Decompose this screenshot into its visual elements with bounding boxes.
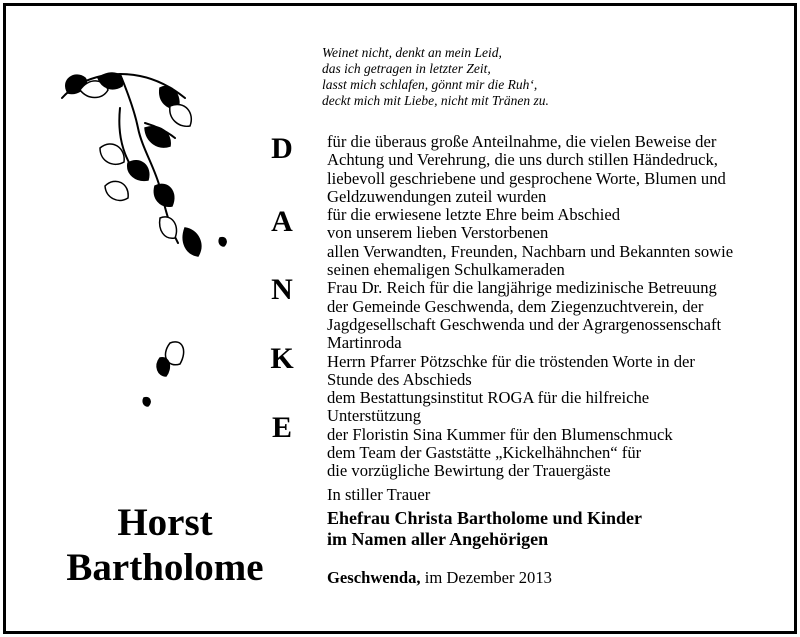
thanks-line: Unterstützung <box>327 406 422 426</box>
poem-line: das ich getragen in letzter Zeit, <box>322 61 491 76</box>
poem-line: lasst mich schlafen, gönnt mir die Ruh‘, <box>322 77 538 92</box>
danke-letter-a: A <box>271 205 293 238</box>
poem-line: Weinet nicht, denkt an mein Leid, <box>322 45 502 60</box>
thanks-line: Frau Dr. Reich für die langjährige medizinische Betreuung <box>327 278 717 298</box>
thanks-line: dem Team der Gaststätte „Kickelhähnchen“ für <box>327 443 642 463</box>
thanks-line: von unserem lieben Verstorbenen <box>327 223 549 243</box>
thanks-line: Jagdgesellschaft Geschwenda und der Agrargenossenschaft <box>327 314 722 334</box>
thanks-line: Geldzuwendungen zuteil wurden <box>327 186 547 206</box>
thanks-line: liebevoll geschriebene und gesprochene Worte, Blumen und <box>327 168 726 188</box>
place-town: Geschwenda, <box>327 568 421 587</box>
thanks-text <box>327 133 767 481</box>
deceased-first-name: Horst <box>117 501 213 544</box>
mourning-note: In stiller Trauer <box>327 485 431 504</box>
thanks-line: seinen ehemaligen Schulkameraden <box>327 260 565 280</box>
deceased-name <box>40 500 290 590</box>
thanks-line: Martinroda <box>327 333 402 353</box>
place-date-text: im Dezember 2013 <box>424 568 552 587</box>
thanks-line: allen Verwandten, Freunden, Nachbarn und Bekannten sowie <box>327 241 734 261</box>
family-signature <box>327 508 642 550</box>
danke-letter-d: D <box>271 132 293 165</box>
place-date <box>327 568 552 588</box>
thanks-line: der Gemeinde Geschwenda, dem Ziegenzuchtverein, der <box>327 296 704 316</box>
deceased-last-name: Bartholome <box>66 546 264 589</box>
thanks-line: Achtung und Verehrung, die uns durch stillen Händedruck, <box>327 150 718 170</box>
thanks-line: dem Bestattungsinstitut ROGA für die hilfreiche <box>327 388 650 408</box>
danke-letter-k: K <box>270 342 294 375</box>
thanks-line: die vorzügliche Bewirtung der Trauergäste <box>327 461 611 481</box>
thanks-line: für die erwiesene letzte Ehre beim Abschied <box>327 205 621 225</box>
poem-line: deckt mich mit Liebe, nicht mit Tränen zu. <box>322 93 549 108</box>
thanks-line: der Floristin Sina Kummer für den Blumenschmuck <box>327 424 673 444</box>
leaf-branch-icon <box>60 68 250 418</box>
thanks-line: Stunde des Abschieds <box>327 369 472 389</box>
poem <box>322 45 549 109</box>
danke-letter-n: N <box>271 273 293 306</box>
family-line-1: Ehefrau Christa Bartholome und Kinder <box>327 508 643 528</box>
thanks-line: für die überaus große Anteilnahme, die vielen Beweise der <box>327 132 717 151</box>
danke-letter-e: E <box>271 411 292 444</box>
family-line-2: im Namen aller Angehörigen <box>327 529 549 549</box>
thanks-line: Herrn Pfarrer Pötzschke für die tröstenden Worte in der <box>327 351 695 371</box>
